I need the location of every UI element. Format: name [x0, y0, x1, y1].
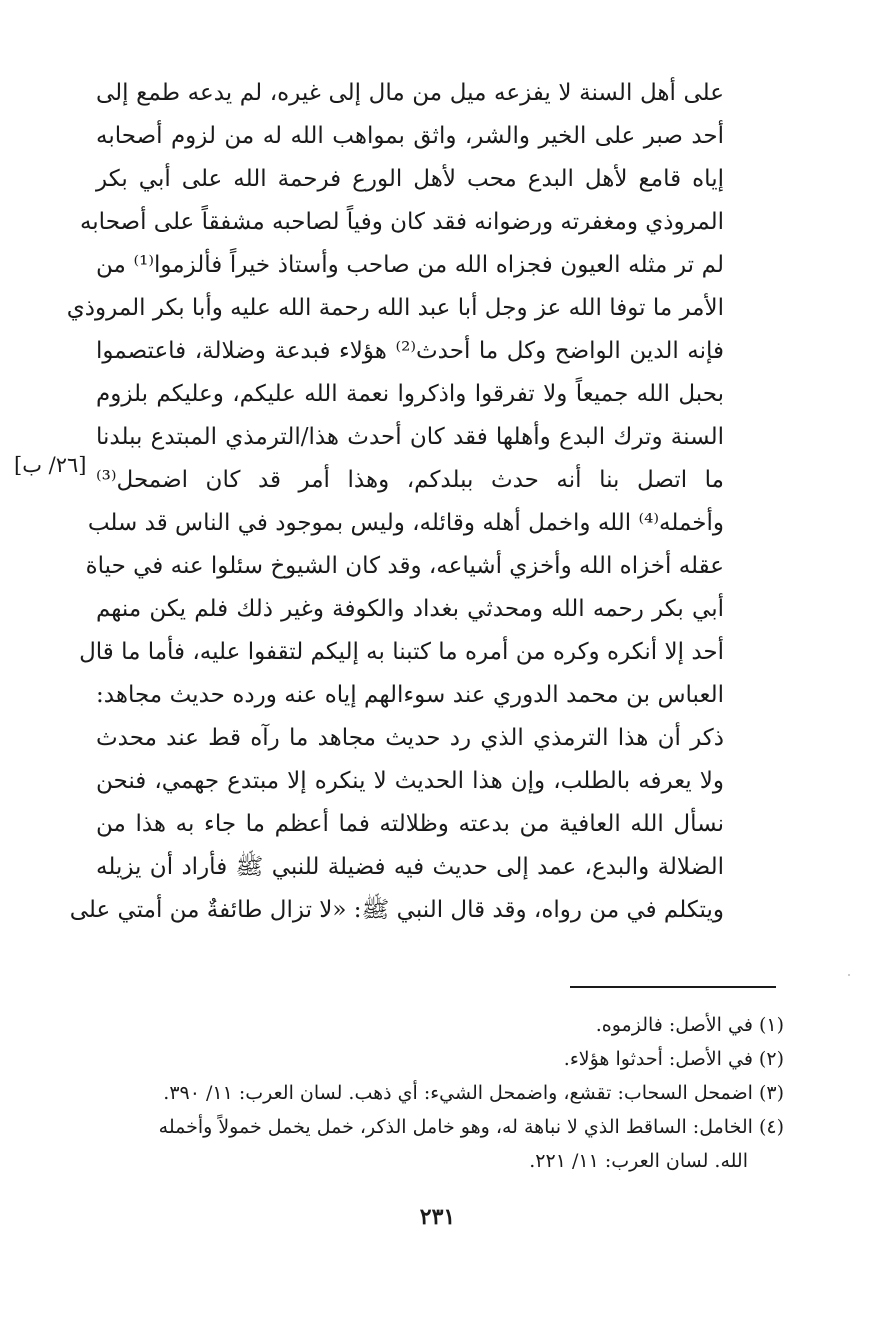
scan-speck: [848, 974, 850, 976]
text-line: أحد صبر على الخير والشر، واثق بمواهب الله له من لزوم أصحابه: [96, 123, 724, 149]
text-line: ذكر أن هذا الترمذي الذي رد حديث مجاهد ما رآه قط عند محدث: [96, 725, 724, 751]
text-line: السنة وترك البدع وأهلها فقد كان أحدث هذا/الترمذي المبتدع ببلدنا: [96, 424, 724, 450]
footnote-continuation: الله. لسان العرب: ١١/ ٢٢١.: [529, 1150, 748, 1172]
footnote-separator: [570, 986, 776, 988]
text-line: ما اتصل بنا أنه حدث ببلدكم، وهذا أمر قد كان اضمحل⁽³⁾: [96, 467, 724, 493]
footnotes: [96, 1008, 784, 1178]
text-line: المروذي ومغفرته ورضوانه فقد كان وفياً لصاحبه مشفقاً على أصحابه: [79, 209, 724, 235]
main-text: [66, 72, 724, 932]
text-line: فإنه الدين الواضح وكل ما أحدث⁽²⁾ هؤلاء فبدعة وضلالة، فاعتصموا: [96, 338, 724, 364]
footnote: (٢) في الأصل: أحدثوا هؤلاء.: [563, 1048, 784, 1070]
text-line: نسأل الله العافية من بدعته وظلالته فما أعظم ما جاء به هذا من: [96, 811, 724, 837]
page-number: ٢٣١: [419, 1204, 456, 1230]
text-line: العباس بن محمد الدوري عند سوءالهم إياه عنه ورده حديث مجاهد:: [96, 682, 724, 708]
text-line: وأخمله⁽⁴⁾ الله واخمل أهله وقائله، وليس بموجود في الناس قد سلب: [87, 510, 724, 536]
text-line: الأمر ما توفا الله عز وجل أبا عبد الله رحمة الله عليه وأبا بكر المروذي: [66, 295, 724, 321]
text-line: ويتكلم في من رواه، وقد قال النبي ﷺ: «لا تزال طائفةٌ من أمتي على: [69, 897, 724, 923]
text-line: بحبل الله جميعاً ولا تفرقوا واذكروا نعمة الله عليكم، وعليكم بلزوم: [96, 381, 724, 407]
footnote: (٣) اضمحل السحاب: تقشع، واضمحل الشيء: أي ذهب. لسان العرب: ١١/ ٣٩٠.: [163, 1082, 784, 1104]
text-line: أحد إلا أنكره وكره من أمره ما كتبنا به إليكم لتقفوا عليه، فأما ما قال: [79, 639, 724, 665]
manuscript-folio-marker: [٢٦/ ب]: [14, 453, 87, 477]
text-line: الضلالة والبدع، عمد إلى حديث فيه فضيلة للنبي ﷺ فأراد أن يزيله: [96, 854, 724, 880]
text-line: على أهل السنة لا يفزعه ميل من مال إلى غيره، لم يدعه طمع إلى: [96, 80, 724, 106]
text-line: لم تر مثله العيون فجزاه الله من صاحب وأستاذ خيراً فألزموا⁽¹⁾ من: [96, 252, 724, 278]
text-line: عقله أخزاه الله وأخزي أشياعه، وقد كان الشيوخ سئلوا عنه في حياة: [85, 553, 724, 579]
text-line: ولا يعرفه بالطلب، وإن هذا الحديث لا ينكره إلا مبتدع جهمي، فنحن: [96, 768, 724, 794]
text-line: أبي بكر رحمه الله ومحدثي بغداد والكوفة وغير ذلك فلم يكن منهم: [96, 596, 724, 622]
footnote: (٤) الخامل: الساقط الذي لا نباهة له، وهو خامل الذكر، خمل يخمل خمولاً وأخمله: [158, 1116, 784, 1138]
text-line: إياه قامع لأهل البدع محب لأهل الورع فرحمة الله على أبي بكر: [96, 166, 724, 192]
footnote: (١) في الأصل: فالزموه.: [595, 1014, 784, 1036]
